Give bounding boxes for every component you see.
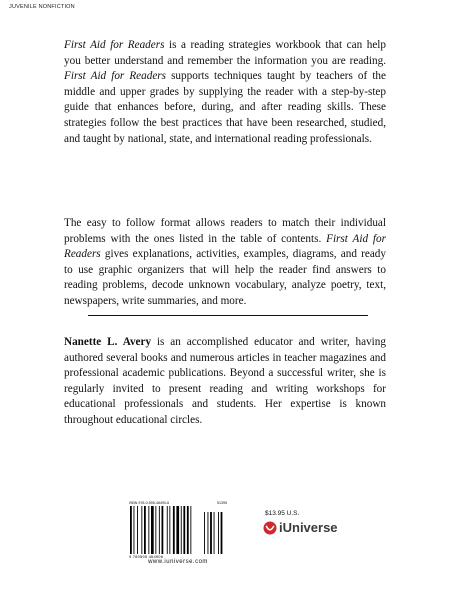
isbn-label: ISBN 978-0-595-46490-6 bbox=[129, 501, 170, 505]
isbn-row bbox=[129, 501, 227, 505]
book-title: First Aid for Readers bbox=[64, 70, 166, 83]
price-label: $13.95 U.S. bbox=[265, 510, 300, 517]
description-text: is a reading strategies workbook that can help you better understand and remember the information you are reading. bbox=[64, 39, 386, 67]
description-paragraph-2 bbox=[64, 216, 386, 310]
section-divider bbox=[88, 315, 368, 316]
book-title: First Aid for Readers bbox=[64, 39, 165, 51]
author-name: Nanette L. Avery bbox=[64, 336, 152, 348]
barcode-icon bbox=[129, 506, 227, 554]
barcode-block bbox=[129, 501, 227, 559]
category-label: JUVENILE NONFICTION bbox=[9, 4, 75, 10]
description-text: gives explanations, activities, examples, diagrams, and ready to use graphic organizers that will help the reader find answers to reading problems, decode unknown vocabulary, analyze poetry, text, newspapers, write summaries, and more. bbox=[64, 248, 386, 307]
book-title: First Aid for Readers bbox=[64, 232, 386, 261]
author-bio bbox=[64, 335, 386, 429]
publisher-url: www.iuniverse.com bbox=[148, 559, 208, 565]
barcode-number: 9 780595 464906 bbox=[129, 554, 164, 559]
price-code: 51395 bbox=[217, 501, 227, 505]
iuniverse-logo-icon bbox=[263, 521, 277, 535]
publisher-name: iUniverse bbox=[279, 520, 338, 535]
description-paragraph-1 bbox=[64, 38, 386, 147]
description-text: The easy to follow format allows readers to match their individual problems with the ones listed in the table of contents. bbox=[64, 217, 386, 245]
description-text: supports techniques taught by teachers of the middle and upper grades by supplying the reader with a step-by-step guide that enhances before, during, and after reading skills. These strategies follow the best practices that have been researched, studied, and taught by national, state, and international reading professionals. bbox=[64, 70, 386, 145]
publisher-logo bbox=[263, 520, 338, 535]
author-bio-text: is an accomplished educator and writer, having authored several books and numerous articles in teacher magazines and professional academic publications. Beyond a successful writer, she is regularly invited to present reading and writing workshops for educational professionals and students. Her expertise is known throughout educational circles. bbox=[64, 336, 386, 426]
